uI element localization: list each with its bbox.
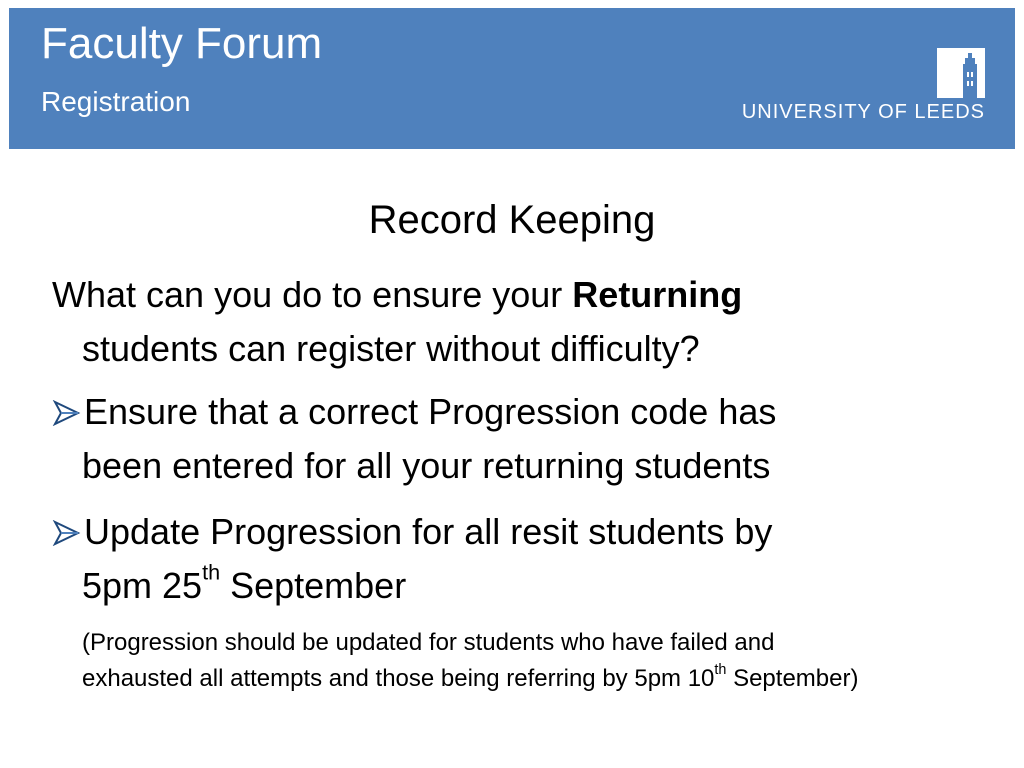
note-month: September) bbox=[726, 665, 859, 692]
note-line-2 bbox=[82, 661, 1002, 697]
slide-heading: Record Keeping bbox=[368, 198, 656, 242]
intro-line-2: students can register without difficulty? bbox=[82, 328, 700, 369]
bullet-text: Update Progression for all resit students by bbox=[84, 511, 773, 552]
bullet-item bbox=[52, 505, 952, 613]
progression-note bbox=[82, 625, 1002, 697]
bullet-line-1 bbox=[52, 385, 952, 439]
slide-title: Faculty Forum bbox=[41, 19, 323, 68]
bullet-item bbox=[52, 385, 952, 493]
intro-text: What can you do to ensure your bbox=[52, 274, 573, 315]
bullet-line-1 bbox=[52, 505, 952, 559]
arrow-bullet-icon bbox=[52, 400, 84, 426]
arrow-bullet-icon bbox=[52, 520, 84, 546]
ordinal-suffix: th bbox=[714, 661, 727, 678]
deadline-text: 5pm 25 bbox=[82, 565, 203, 606]
slide-subtitle: Registration bbox=[41, 86, 191, 117]
deadline-month: September bbox=[220, 565, 407, 606]
bullet-line-2 bbox=[52, 559, 952, 613]
intro-question bbox=[52, 268, 952, 376]
bullet-text: Ensure that a correct Progression code has bbox=[84, 391, 777, 432]
ordinal-suffix: th bbox=[202, 559, 221, 585]
university-name: UNIVERSITY OF LEEDS bbox=[741, 101, 985, 123]
note-line-1: (Progression should be updated for students who have failed and bbox=[82, 629, 775, 656]
bullet-line-2: been entered for all your returning students bbox=[82, 445, 771, 486]
intro-line-1 bbox=[52, 268, 952, 322]
intro-bold-text: Returning bbox=[572, 274, 743, 315]
note-text: exhausted all attempts and those being referring by 5pm 10 bbox=[82, 665, 715, 692]
